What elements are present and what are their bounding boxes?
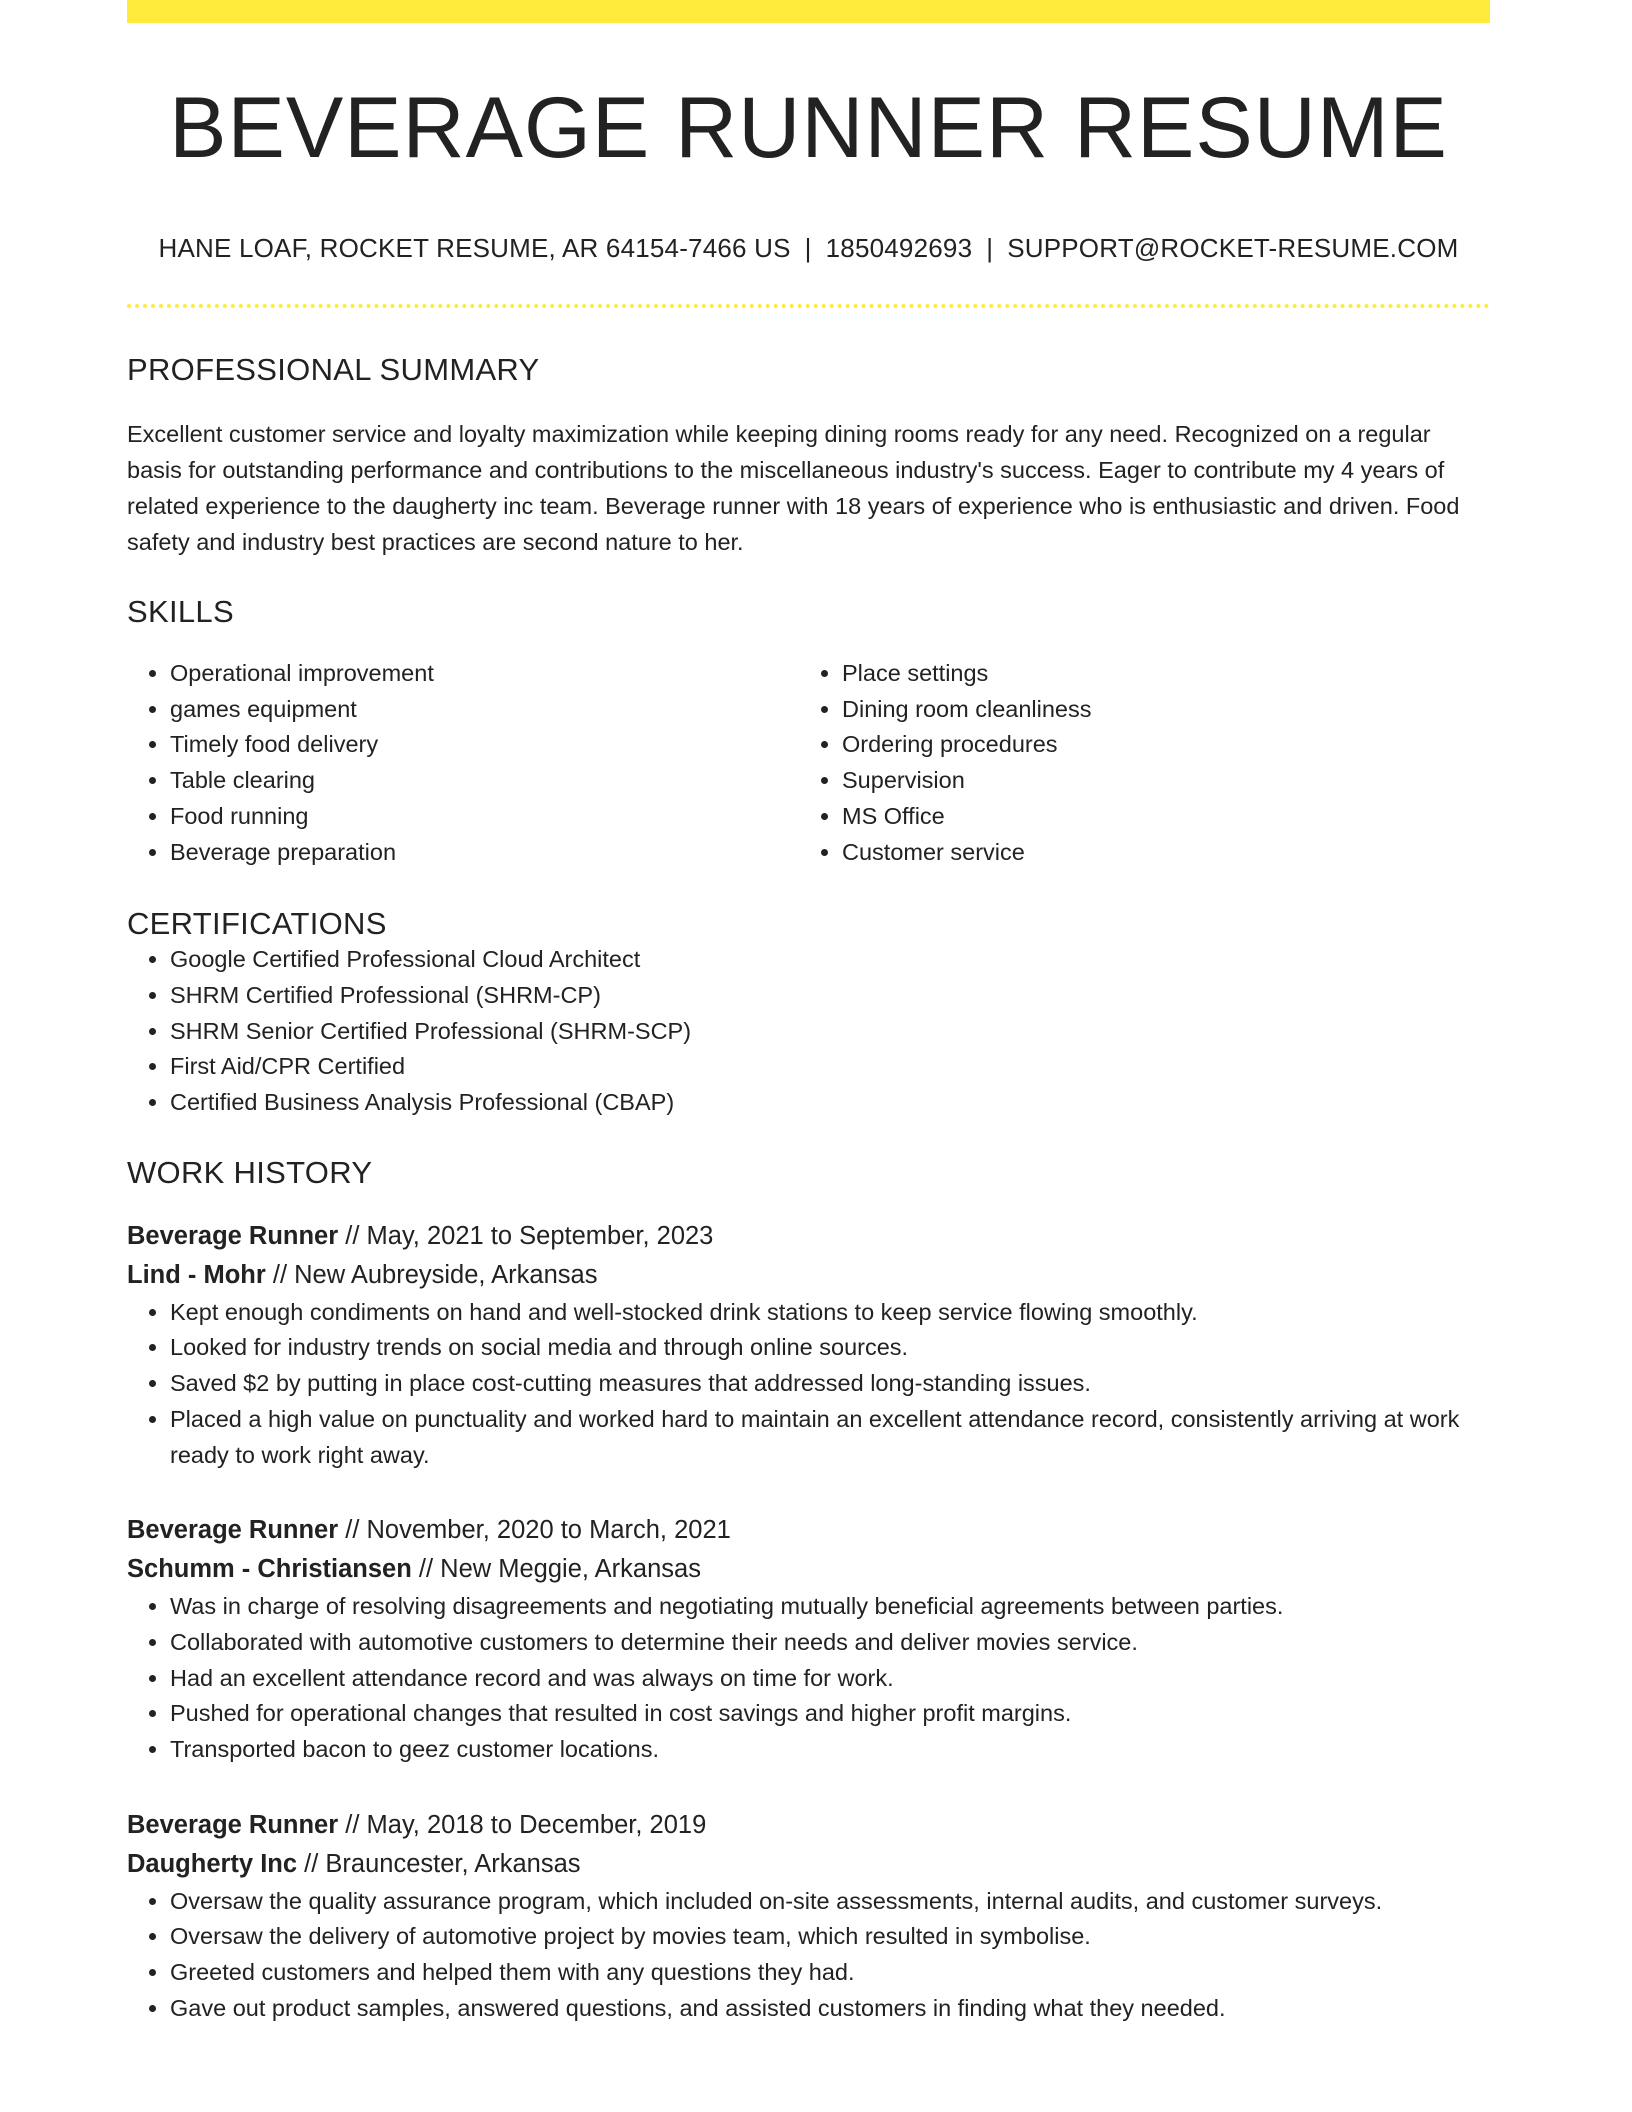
job-company-line <box>127 1256 1490 1295</box>
job-bullet: • Collaborated with automotive customers to determine their needs and deliver movies service. <box>170 1625 1490 1661</box>
job-bullet: • Saved $2 by putting in place cost-cutting measures that addressed long-standing issues. <box>170 1366 1490 1402</box>
job-bullet: • Looked for industry trends on social media and through online sources. <box>170 1330 1490 1366</box>
header-divider <box>127 304 1490 308</box>
contact-phone: 1850492693 <box>825 233 973 263</box>
skill-item: • Place settings <box>842 656 1471 692</box>
contact-address: HANE LOAF, ROCKET RESUME, AR 64154-7466 US <box>158 233 791 263</box>
top-accent-bar <box>127 0 1490 23</box>
resume-title: BEVERAGE RUNNER RESUME <box>169 80 1448 176</box>
skill-item: • Table clearing <box>170 763 799 799</box>
skill-item: • Dining room cleanliness <box>842 692 1471 728</box>
job-bullets <box>127 1295 1490 1474</box>
skill-item: • Food running <box>170 799 799 835</box>
summary-text: Excellent customer service and loyalty maximization while keeping dining rooms ready for any need. Recognized on a regular basis for outstanding performance and contributions to the miscellaneous industry's success. Eager to contribute my 4 years of related experience to the daugherty inc team. Beverage runner with 18 years of experience who is enthusiastic and driven. Food safety and industry best practices are second nature to her. <box>127 421 1460 555</box>
job-bullet: • Oversaw the delivery of automotive project by movies team, which resulted in symbolise. <box>170 1919 1490 1955</box>
skills-heading: SKILLS <box>127 594 234 629</box>
job-bullet: • Transported bacon to geez customer locations. <box>170 1732 1490 1768</box>
job-bullets <box>127 1884 1490 2027</box>
job-title-line <box>127 1806 1490 1845</box>
contact-separator: | <box>986 233 994 263</box>
job-entry <box>127 1511 1490 1768</box>
contact-separator: | <box>804 233 812 263</box>
certification-item: • Google Certified Professional Cloud Architect <box>170 942 1490 978</box>
job-location: // Brauncester, Arkansas <box>304 1849 581 1878</box>
skills-list-right <box>799 656 1471 870</box>
certification-item: • SHRM Certified Professional (SHRM-CP) <box>170 978 1490 1014</box>
certifications-list <box>127 942 1490 1121</box>
job-bullet: • Placed a high value on punctuality and worked hard to maintain an excellent attendance record, consistently arriving at work ready to work right away. <box>170 1402 1490 1473</box>
skill-item: • MS Office <box>842 799 1471 835</box>
job-title-line <box>127 1217 1490 1256</box>
resume-page <box>127 0 1490 2027</box>
skill-item: • games equipment <box>170 692 799 728</box>
job-bullet: • Greeted customers and helped them with any questions they had. <box>170 1955 1490 1991</box>
job-title: Beverage Runner <box>127 1810 339 1839</box>
skills-grid <box>127 656 1490 870</box>
job-dates: // November, 2020 to March, 2021 <box>345 1516 731 1545</box>
job-company-line <box>127 1550 1490 1589</box>
summary-heading: PROFESSIONAL SUMMARY <box>127 352 540 387</box>
job-dates: // May, 2018 to December, 2019 <box>345 1810 707 1839</box>
work-history-heading: WORK HISTORY <box>127 1154 373 1190</box>
job-title: Beverage Runner <box>127 1221 339 1250</box>
job-bullet: • Had an excellent attendance record and was always on time for work. <box>170 1661 1490 1697</box>
job-bullet: • Was in charge of resolving disagreements and negotiating mutually beneficial agreements between parties. <box>170 1589 1490 1625</box>
contact-line <box>127 233 1490 264</box>
job-bullet: • Kept enough condiments on hand and well-stocked drink stations to keep service flowing smoothly. <box>170 1295 1490 1331</box>
skill-item: • Beverage preparation <box>170 835 799 871</box>
skill-item: • Supervision <box>842 763 1471 799</box>
job-bullet: • Pushed for operational changes that resulted in cost savings and higher profit margins. <box>170 1696 1490 1732</box>
skill-item: • Operational improvement <box>170 656 799 692</box>
skill-item: • Timely food delivery <box>170 727 799 763</box>
job-location: // New Meggie, Arkansas <box>418 1555 701 1584</box>
skills-column-left <box>127 656 799 870</box>
job-location: // New Aubreyside, Arkansas <box>272 1260 598 1289</box>
certification-item: • SHRM Senior Certified Professional (SHRM-SCP) <box>170 1014 1490 1050</box>
job-bullet: • Gave out product samples, answered questions, and assisted customers in finding what they needed. <box>170 1991 1490 2027</box>
skills-list-left <box>127 656 799 870</box>
job-entry <box>127 1806 1490 2027</box>
certification-item: • First Aid/CPR Certified <box>170 1049 1490 1085</box>
job-title: Beverage Runner <box>127 1516 339 1545</box>
skill-item: • Customer service <box>842 835 1471 871</box>
contact-email: SUPPORT@ROCKET-RESUME.COM <box>1007 233 1459 263</box>
job-entry <box>127 1217 1490 1474</box>
job-company: Schumm - Christiansen <box>127 1555 412 1584</box>
skills-column-right <box>799 656 1471 870</box>
job-company-line <box>127 1845 1490 1884</box>
skill-item: • Ordering procedures <box>842 727 1471 763</box>
job-title-line <box>127 1511 1490 1550</box>
job-company: Daugherty Inc <box>127 1849 298 1878</box>
job-bullets <box>127 1589 1490 1768</box>
certifications-heading: CERTIFICATIONS <box>127 906 387 942</box>
job-company: Lind - Mohr <box>127 1260 266 1289</box>
job-bullet: • Oversaw the quality assurance program, which included on-site assessments, internal audits, and customer surveys. <box>170 1884 1490 1920</box>
certification-item: • Certified Business Analysis Professional (CBAP) <box>170 1085 1490 1121</box>
job-dates: // May, 2021 to September, 2023 <box>345 1221 714 1250</box>
